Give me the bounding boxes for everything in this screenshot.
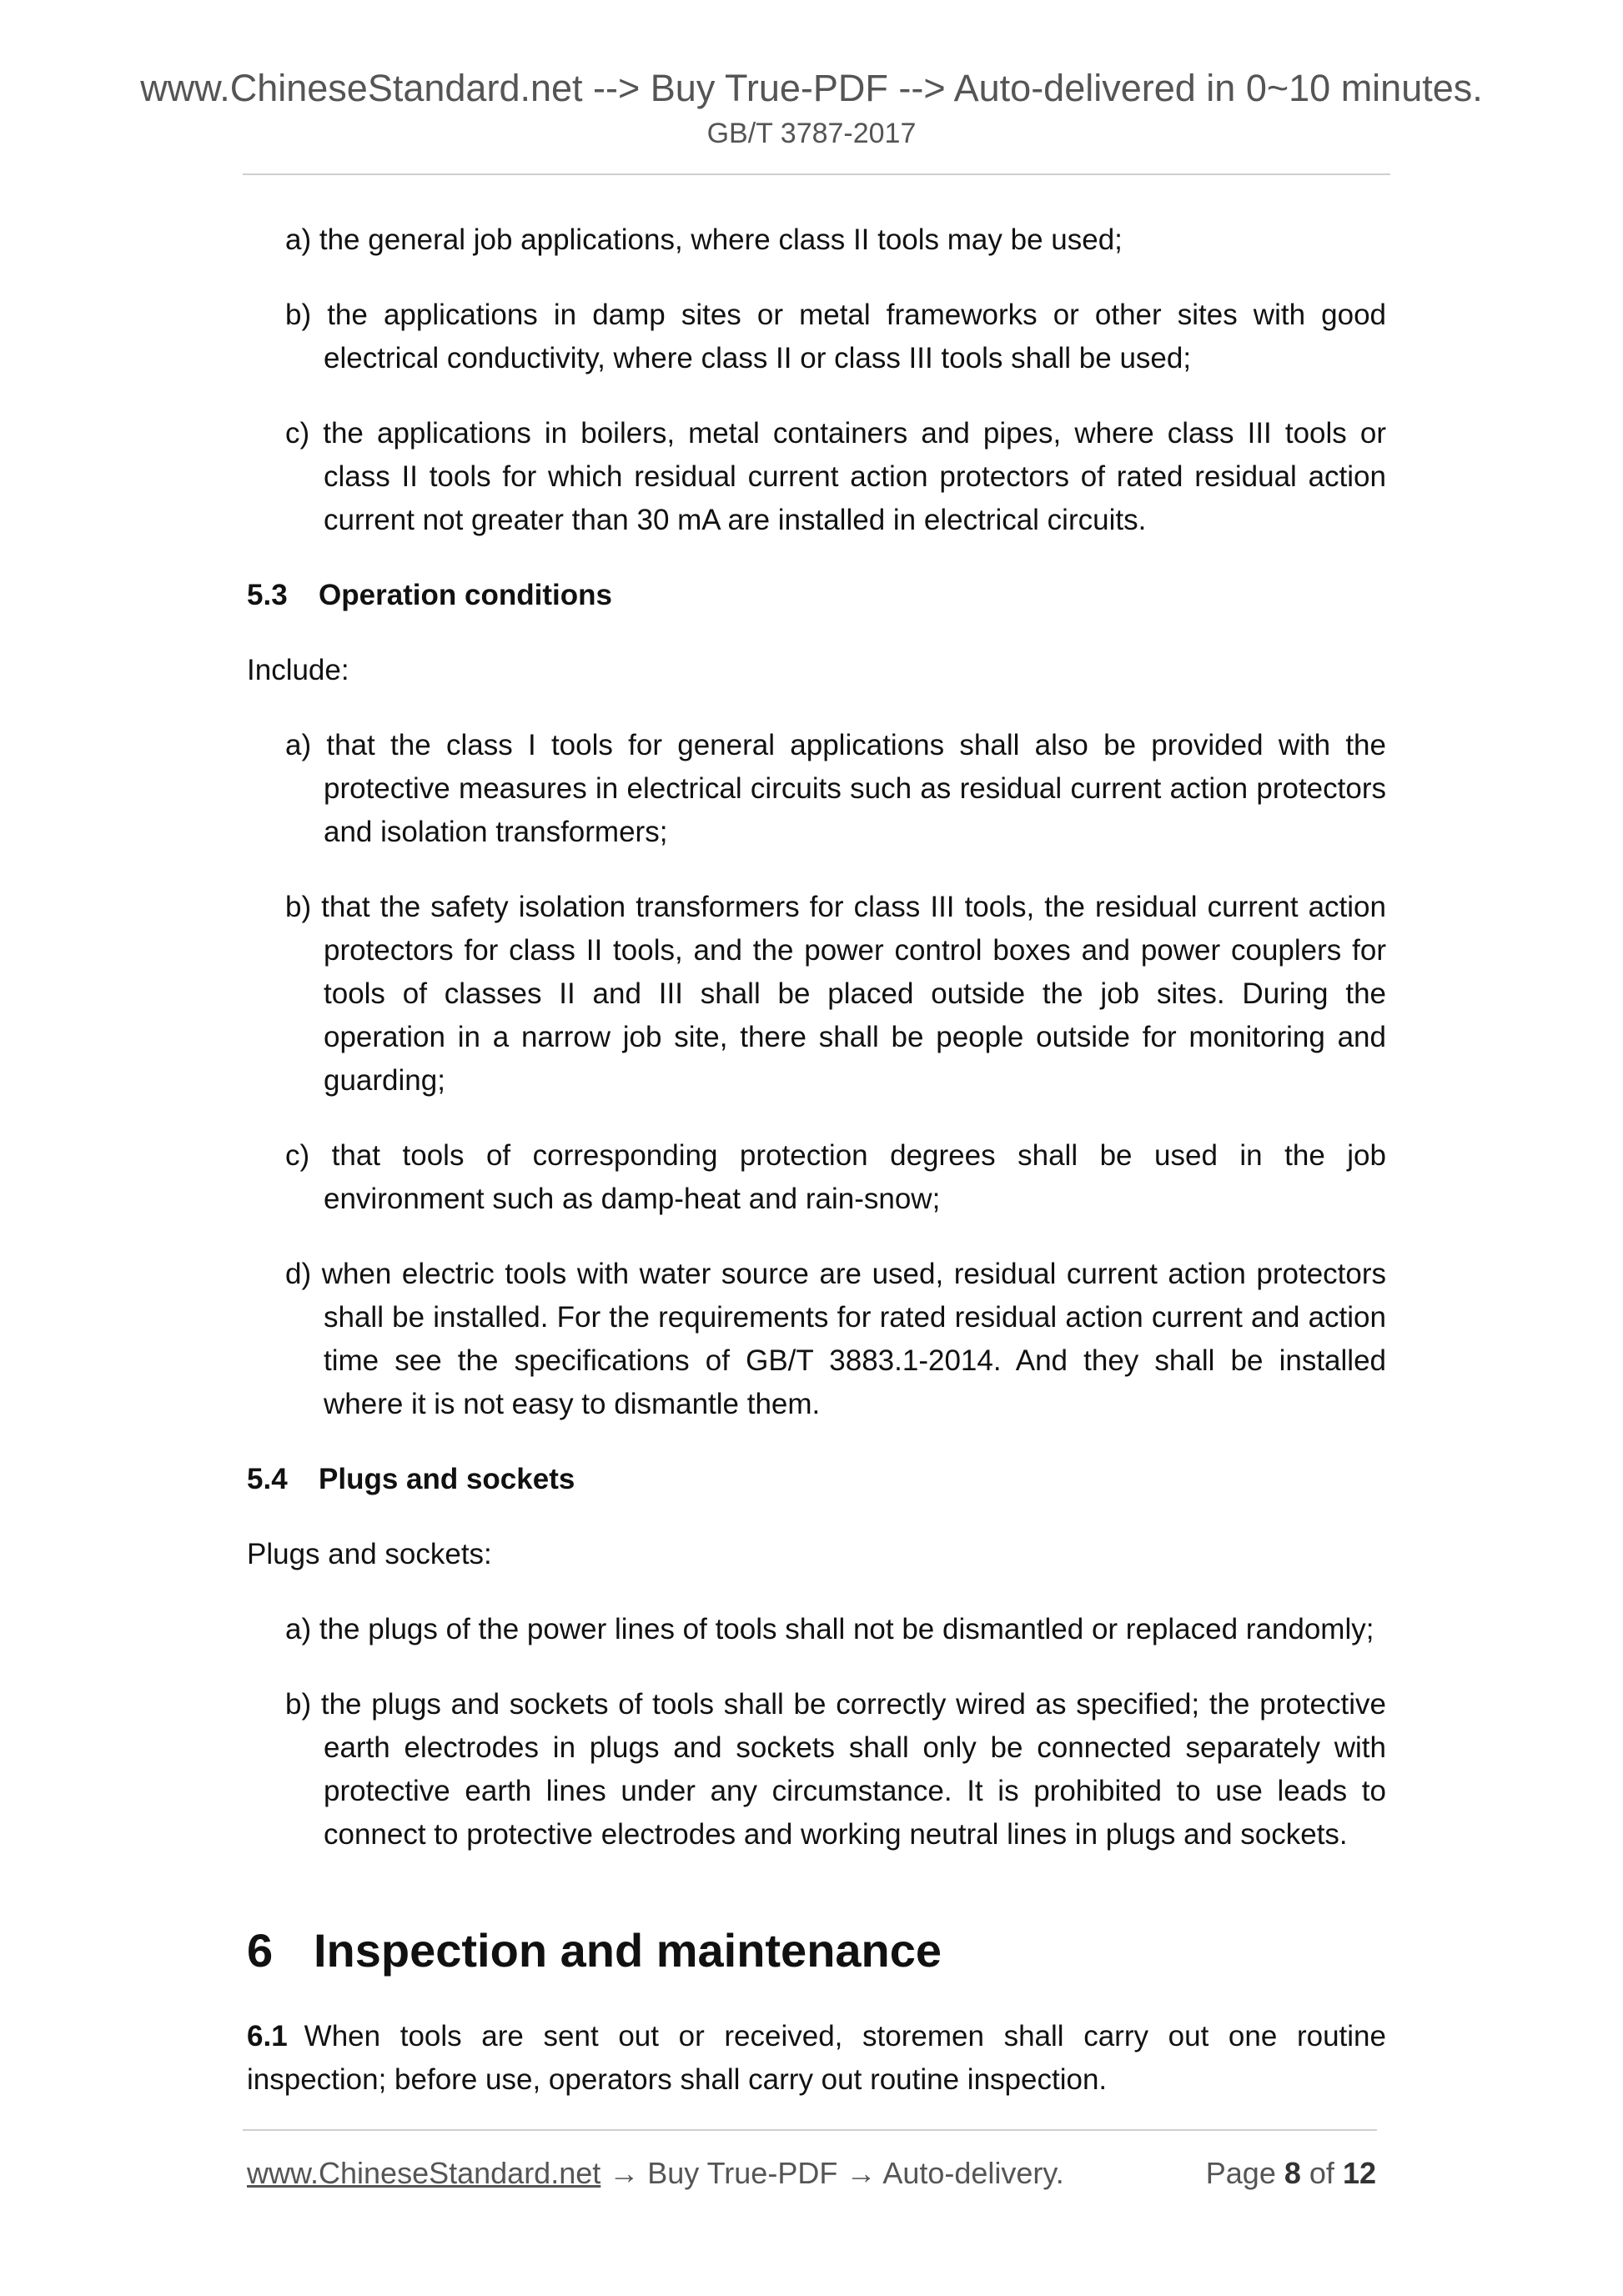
- document-code: GB/T 3787-2017: [706, 118, 917, 149]
- list-item: d) when electric tools with water source are used, residual current action protectors shall be installed. For the requirements for rated residual action current and action time see the specifications of GB/T 3883.1-2014. And they shall be installed where it is not easy to dismantle them.: [285, 1258, 1386, 1420]
- list-item: b) the plugs and sockets of tools shall be correctly wired as specified; the protective earth electrodes in plugs and sockets shall only be connected separately with protective earth lines under any circumstance. It is prohibited to use leads to connect to protective electrodes and working neutral lines in plugs and sockets.: [285, 1688, 1386, 1851]
- section-title: Plugs and sockets: [319, 1463, 575, 1495]
- page-number: [1206, 2150, 1376, 2197]
- total-pages: 12: [1342, 2156, 1376, 2190]
- clause-6-1: [247, 2015, 1386, 2102]
- section-number: 5.4: [247, 1463, 288, 1495]
- section-number: 5.3: [247, 579, 288, 611]
- header-divider: [243, 173, 1390, 175]
- list-item: b) that the safety isolation transformers for class III tools, the residual current action protectors for class II tools, and the power control boxes and power couplers for tools of classes II and III shall be placed outside the job sites. During the operation in a narrow job site, there shall be people outside for monitoring and guarding;: [285, 891, 1386, 1097]
- clause-number: 6.1: [247, 2020, 288, 2052]
- list-item: b) the applications in damp sites or metal frameworks or other sites with good electrical conductivity, where class II or class III tools shall be used;: [285, 299, 1386, 374]
- chapter-number: 6: [247, 1924, 274, 1977]
- section-lead: Plugs and sockets:: [247, 1538, 492, 1570]
- footer-promo: [247, 2150, 1064, 2197]
- footer-divider: [243, 2129, 1377, 2131]
- current-page: 8: [1284, 2156, 1301, 2190]
- page-content: [247, 219, 1386, 2133]
- list-item: a) the general job applications, where class II tools may be used;: [285, 224, 1123, 256]
- chapter-heading-6: [247, 1922, 1386, 1980]
- section-title: Operation conditions: [319, 579, 612, 611]
- list-item: c) that tools of corresponding protection degrees shall be used in the job environment such as damp-heat and rain-snow;: [285, 1139, 1386, 1215]
- clause-text: When tools are sent out or received, storemen shall carry out one routine inspection; before use, operators shall carry out routine inspection.: [247, 2020, 1386, 2096]
- list-item: c) the applications in boilers, metal containers and pipes, where class III tools or class II tools for which residual current action protectors of rated residual action current not greater than 30 mA are installed in electrical circuits.: [285, 417, 1386, 536]
- section-heading-5-3: [247, 574, 1386, 617]
- list-item: a) that the class I tools for general applications shall also be provided with the protective measures in electrical circuits such as residual current action protectors and isolation transformers;: [285, 729, 1386, 848]
- chapter-title: Inspection and maintenance: [314, 1924, 942, 1977]
- footer-tagline: → Buy True-PDF → Auto-delivery.: [600, 2156, 1064, 2190]
- footer-site-link[interactable]: www.ChineseStandard.net: [247, 2156, 601, 2190]
- list-item: a) the plugs of the power lines of tools shall not be dismantled or replaced randomly;: [285, 1613, 1374, 1645]
- page-footer: [247, 2150, 1376, 2197]
- section-lead: Include:: [247, 654, 349, 686]
- page-of: of: [1309, 2156, 1334, 2190]
- section-heading-5-4: [247, 1458, 1386, 1501]
- page-word: Page: [1205, 2156, 1276, 2190]
- header-banner: www.ChineseStandard.net --> Buy True-PDF --> Auto-delivered in 0~10 minutes.: [140, 67, 1483, 109]
